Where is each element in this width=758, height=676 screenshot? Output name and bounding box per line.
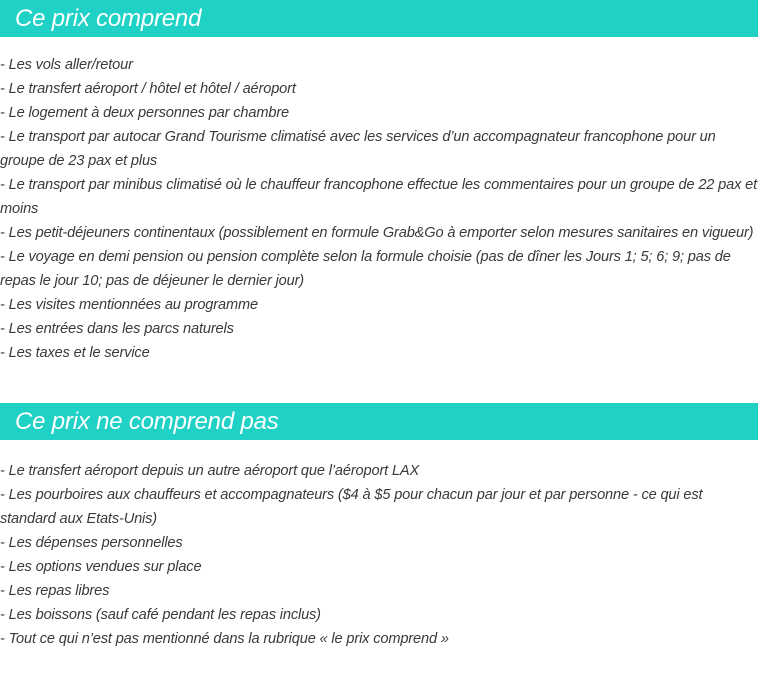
list-item: - Les pourboires aux chauffeurs et accompagnateurs ($4 à $5 pour chacun par jour et par personne - ce qui est standard aux Etats-Unis) bbox=[0, 487, 703, 527]
list-item: - Les visites mentionnées au programme bbox=[0, 297, 258, 313]
list-item: - Le transport par autocar Grand Tourisme climatisé avec les services d’un accompagnateur francophone pour un groupe de 23 pax et plus bbox=[0, 129, 716, 169]
list-item: - Les entrées dans les parcs naturels bbox=[0, 321, 234, 337]
excludes-heading: Ce prix ne comprend pas bbox=[0, 403, 758, 440]
includes-list bbox=[0, 53, 758, 365]
list-item: - Les petit-déjeuners continentaux (possiblement en formule Grab&Go à emporter selon mesures sanitaires en vigueur) bbox=[0, 225, 754, 241]
list-item: - Le transfert aéroport / hôtel et hôtel / aéroport bbox=[0, 81, 296, 97]
list-item: - Le transport par minibus climatisé où le chauffeur francophone effectue les commentaires pour un groupe de 22 pax et moins bbox=[0, 177, 758, 217]
list-item: - Les vols aller/retour bbox=[0, 57, 133, 73]
excludes-list bbox=[0, 459, 758, 651]
list-item: - Les taxes et le service bbox=[0, 345, 150, 361]
list-item: - Le logement à deux personnes par chambre bbox=[0, 105, 289, 121]
includes-heading: Ce prix comprend bbox=[0, 0, 758, 37]
list-item: - Les repas libres bbox=[0, 583, 110, 599]
list-item: - Les boissons (sauf café pendant les repas inclus) bbox=[0, 607, 321, 623]
list-item: - Tout ce qui n’est pas mentionné dans la rubrique « le prix comprend » bbox=[0, 631, 449, 647]
section-spacer bbox=[0, 365, 758, 403]
list-item: - Le voyage en demi pension ou pension complète selon la formule choisie (pas de dîner les Jours 1; 5; 6; 9; pas de repas le jour 10; pas de déjeuner le dernier jour) bbox=[0, 249, 731, 289]
list-item: - Les dépenses personnelles bbox=[0, 535, 183, 551]
list-item: - Le transfert aéroport depuis un autre aéroport que l’aéroport LAX bbox=[0, 463, 420, 479]
list-item: - Les options vendues sur place bbox=[0, 559, 202, 575]
